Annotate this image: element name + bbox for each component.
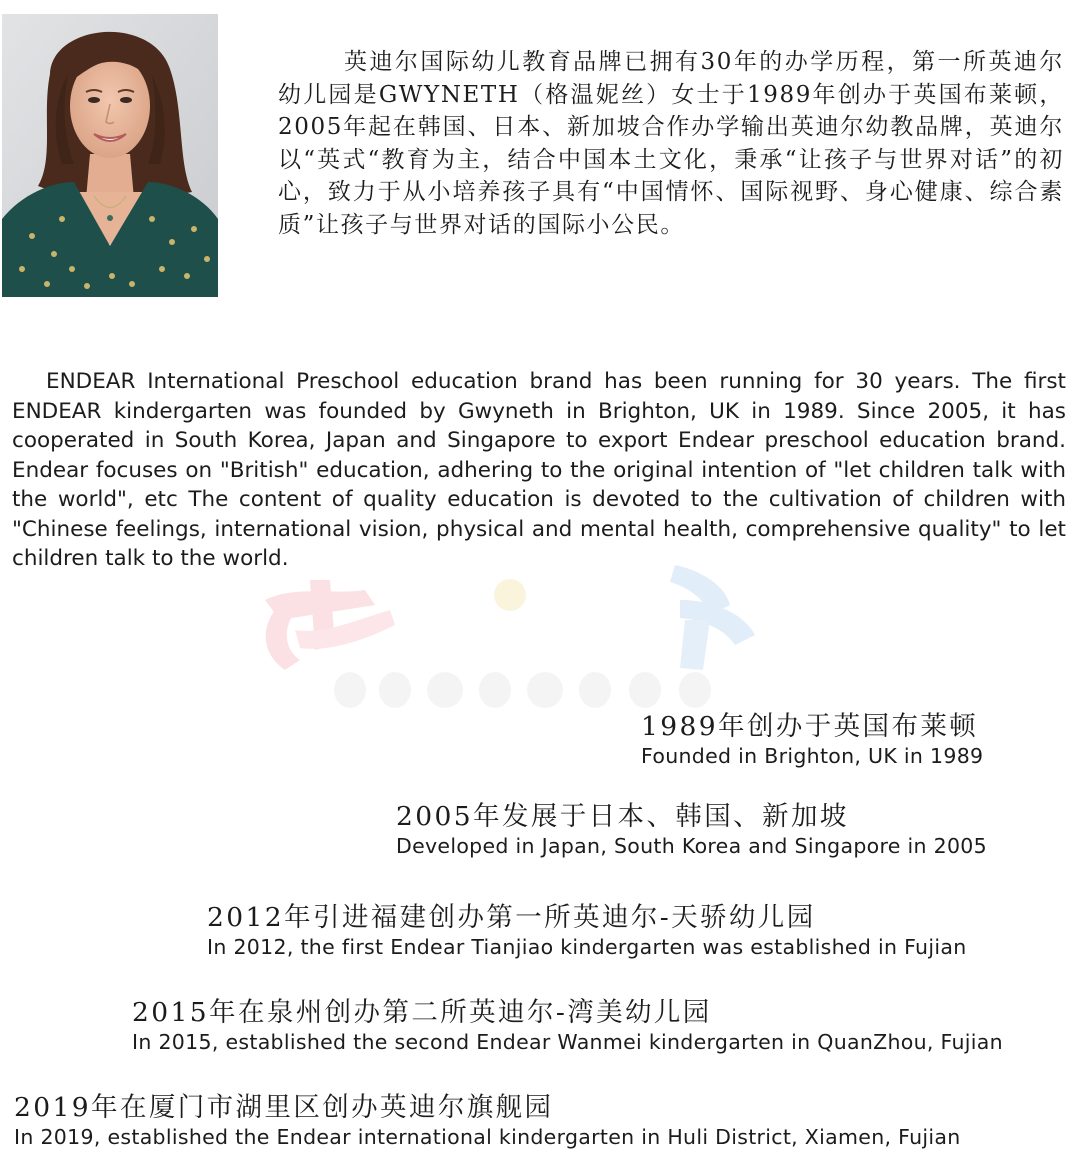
- timeline-item-2019: [14, 1092, 961, 1150]
- timeline-english-text: Developed in Japan, South Korea and Singapore in 2005: [396, 834, 987, 858]
- watermark-logo: [255, 560, 775, 720]
- watermark-logo-mark: [265, 565, 755, 670]
- timeline-item-2015: [132, 997, 1003, 1055]
- intro-chinese-paragraph: 英迪尔国际幼儿教育品牌已拥有30年的办学历程，第一所英迪尔幼儿园是GWYNETH（格温妮丝）女士于1989年创办于英国布莱顿，2005年起在韩国、日本、新加坡合作办学输出英迪尔幼教品牌，英迪尔以“英式“教育为主，结合中国本土文化，秉承“让孩子与世界对话”的初心，致力于从小培养孩子具有“中国情怀、国际视野、身心健康、综合素质”让孩子与世界对话的国际小公民。: [278, 49, 1064, 238]
- timeline-item-2005: [396, 801, 987, 859]
- timeline-english-text: In 2015, established the second Endear Wanmei kindergarten in QuanZhou, Fujian: [132, 1030, 1003, 1054]
- timeline-item-2012: [207, 902, 967, 960]
- timeline-chinese-text: 2005年发展于日本、韩国、新加坡: [396, 801, 849, 832]
- timeline-chinese-text: 2012年引进福建创办第一所英迪尔-天骄幼儿园: [207, 902, 816, 933]
- timeline-english-text: Founded in Brighton, UK in 1989: [641, 744, 984, 768]
- timeline-chinese-text: 2019年在厦门市湖里区创办英迪尔旗舰园: [14, 1092, 554, 1123]
- timeline-chinese-text: 1989年创办于英国布莱顿: [641, 711, 979, 742]
- timeline-english-text: In 2012, the first Endear Tianjiao kindergarten was established in Fujian: [207, 935, 967, 959]
- founder-portrait: [2, 14, 218, 297]
- timeline-item-1989: [641, 711, 983, 769]
- watermark-logo-text: [334, 672, 711, 708]
- timeline-english-text: In 2019, established the Endear international kindergarten in Huli District, Xiamen, Fujian: [14, 1125, 961, 1149]
- timeline-chinese-text: 2015年在泉州创办第二所英迪尔-湾美幼儿园: [132, 997, 712, 1028]
- intro-english-paragraph: ENDEAR International Preschool education brand has been running for 30 years. The first ENDEAR kindergarten was founded by Gwyneth in Brighton, UK in 1989. Since 2005, it has cooperated in South Korea, Japan and Singapore to export Endear preschool education brand. Endear focuses on "British" education, adhering to the original intention of "let children talk with the world", etc The content of quality education is devoted to the cultivation of children with "Chinese feelings, international vision, physical and mental health, comprehensive quality" to let children talk to the world.: [12, 369, 1066, 571]
